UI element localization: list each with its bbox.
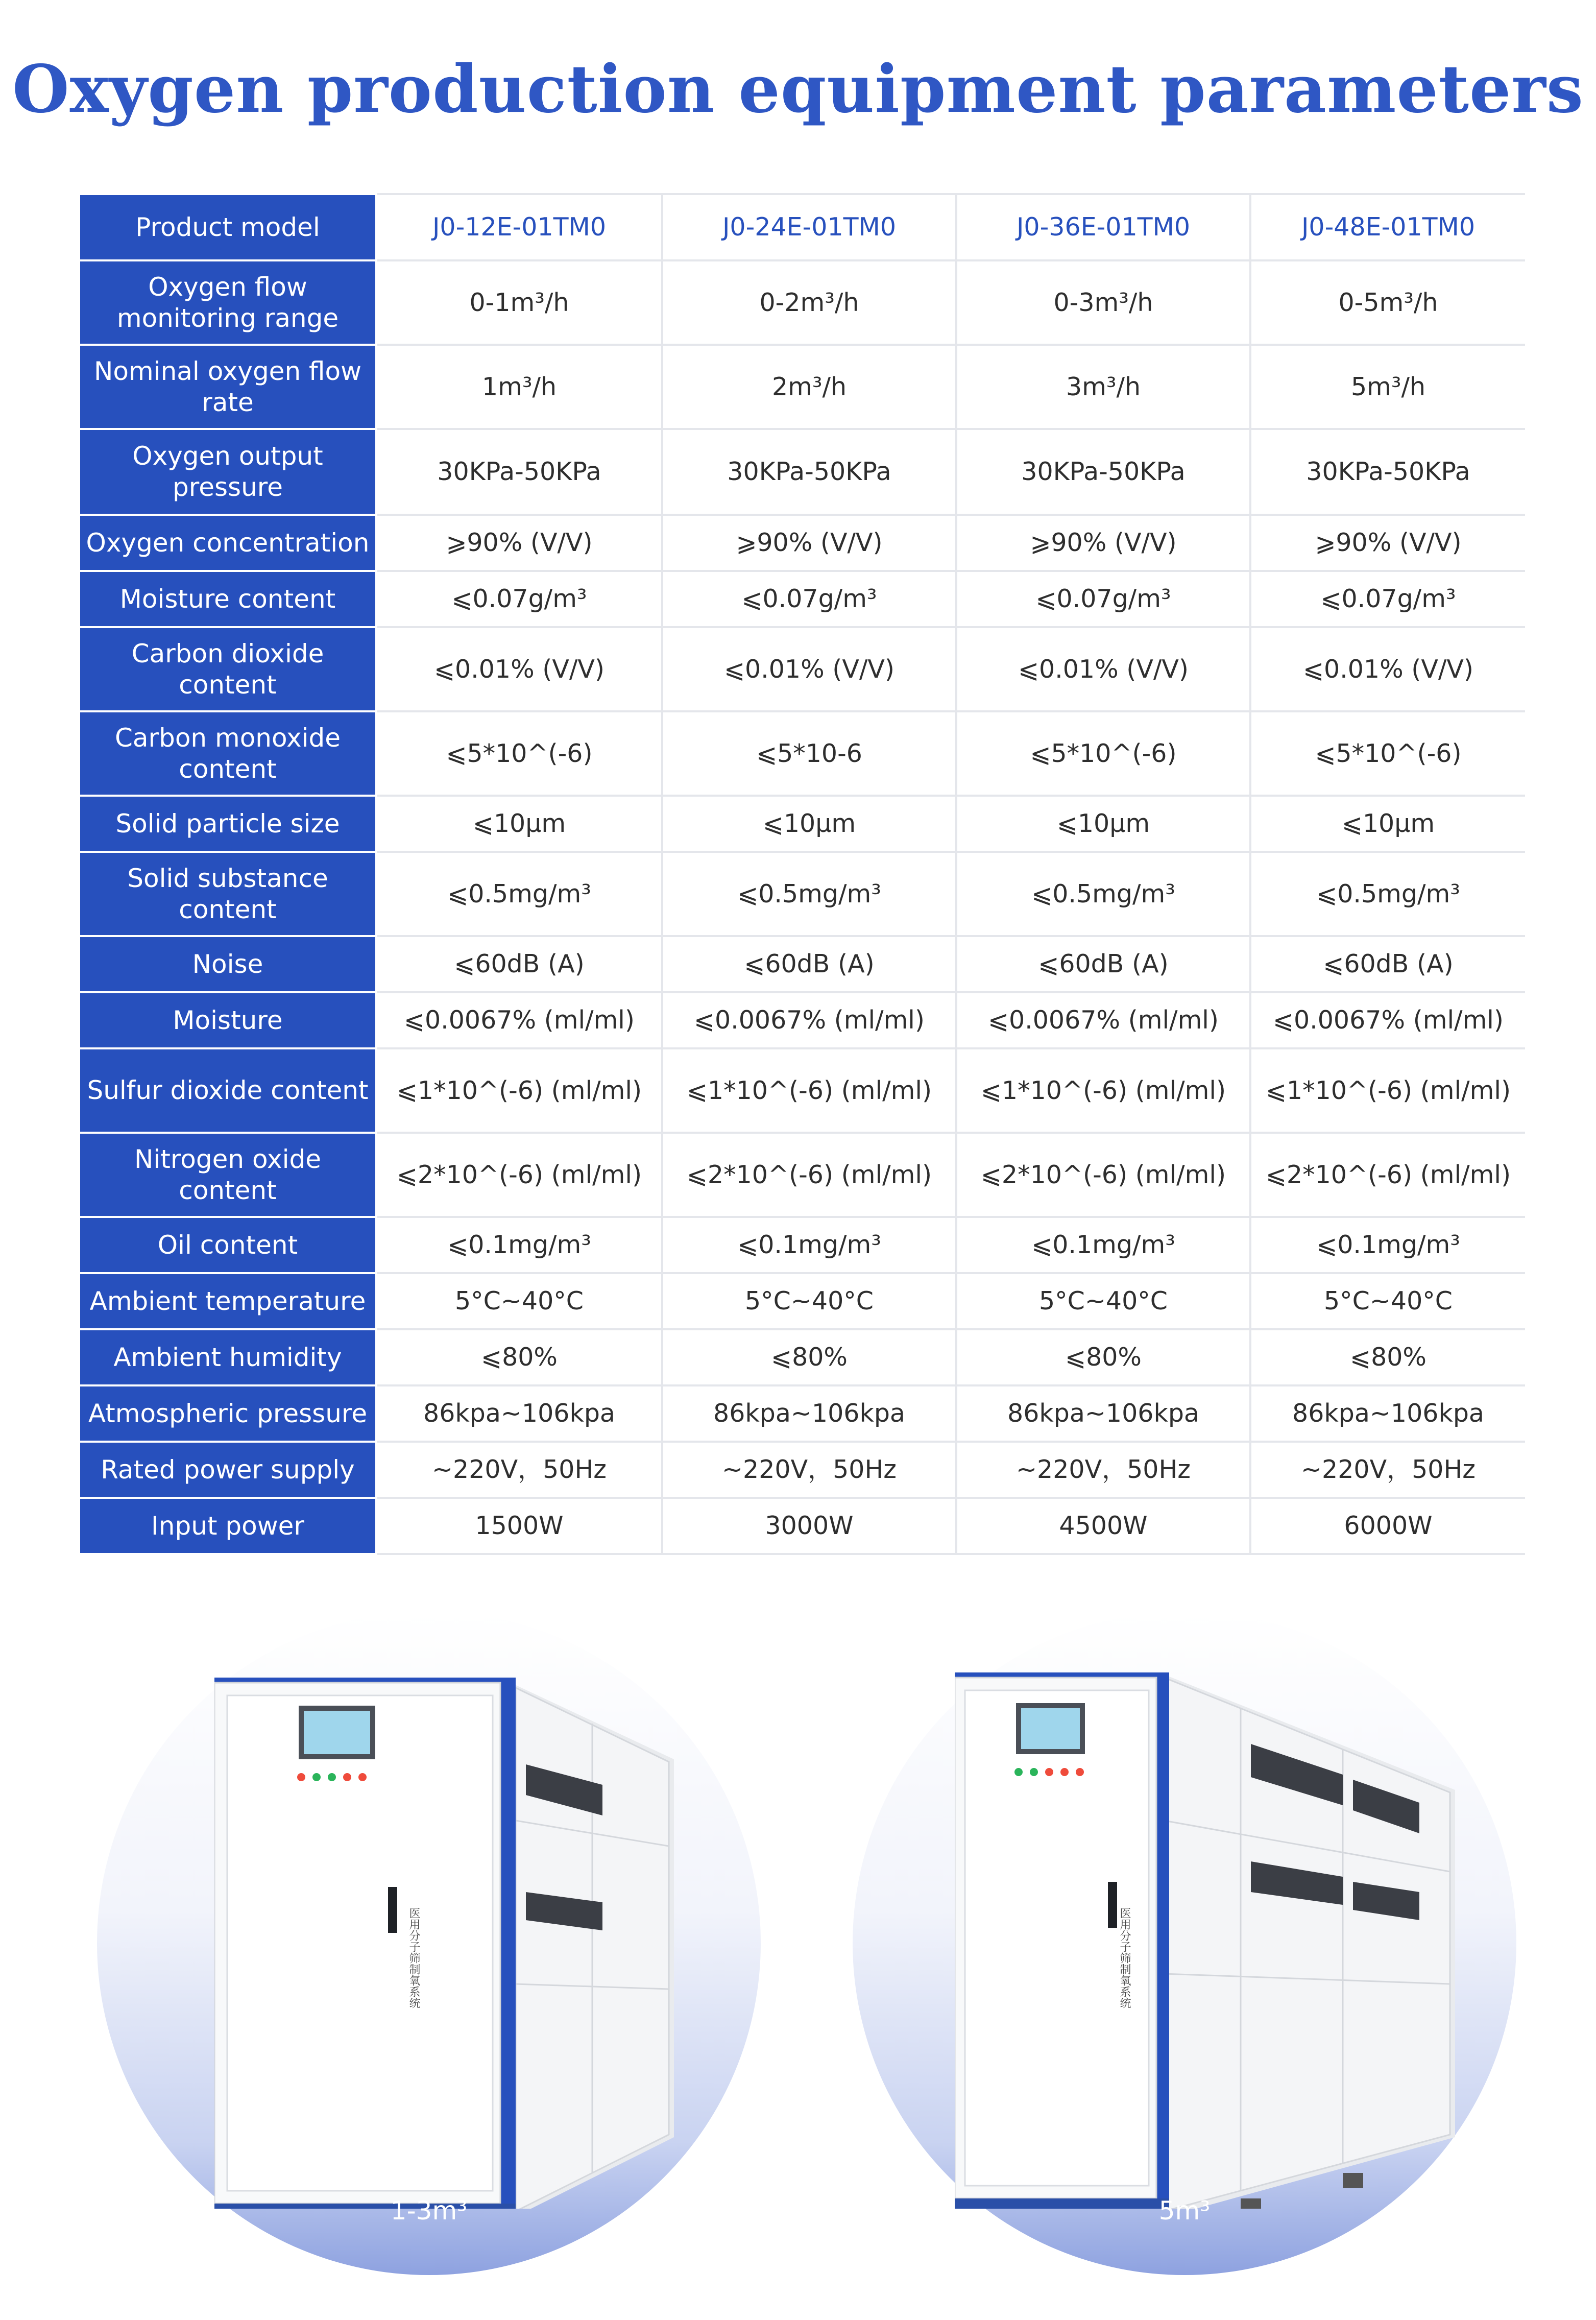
value-cell: ⩽60dB (A) (376, 936, 662, 992)
value-cell: ⩽1*10^(-6) (ml/ml) (956, 1048, 1250, 1133)
product-image-large (853, 1611, 1516, 2275)
value-cell: ⩽0.07g/m³ (662, 571, 956, 627)
value-cell: 86kpa~106kpa (662, 1385, 956, 1442)
value-cell: ⩽0.5mg/m³ (376, 852, 662, 936)
value-cell: ⩽80% (956, 1329, 1250, 1385)
page-title: Oxygen production equipment parameters (12, 51, 1584, 128)
value-cell: 0-5m³/h (1250, 260, 1525, 345)
row-label: Noise (80, 936, 376, 992)
value-cell: 30KPa-50KPa (376, 429, 662, 515)
table-row (80, 1048, 1525, 1133)
table-row (80, 429, 1525, 515)
table-row (80, 1273, 1525, 1329)
value-cell: ⩽2*10^(-6) (ml/ml) (1250, 1133, 1525, 1217)
value-cell: ⩽0.5mg/m³ (1250, 852, 1525, 936)
value-cell: 30KPa-50KPa (956, 429, 1250, 515)
spec-table (80, 193, 1525, 1555)
row-label: Moisture content (80, 571, 376, 627)
value-cell: ⩽0.1mg/m³ (376, 1217, 662, 1273)
value-cell: ⩽1*10^(-6) (ml/ml) (376, 1048, 662, 1133)
table-row (80, 1133, 1525, 1217)
row-label: Input power (80, 1498, 376, 1554)
value-cell: ⩽80% (1250, 1329, 1525, 1385)
value-cell: 0-3m³/h (956, 260, 1250, 345)
cabinet-panel-text: 医用分子筛制氧系统 (407, 1907, 420, 2008)
value-cell: 30KPa-50KPa (1250, 429, 1525, 515)
table-row (80, 796, 1525, 852)
oxygen-generator-cabinet-illustration (214, 1652, 694, 2209)
row-label: Oxygen concentration (80, 515, 376, 571)
value-cell: 5°C~40°C (376, 1273, 662, 1329)
row-label: Oxygen output pressure (80, 429, 376, 515)
value-cell: ⩽0.1mg/m³ (662, 1217, 956, 1273)
row-label: Solid particle size (80, 796, 376, 852)
value-cell: ~220V，50Hz (662, 1442, 956, 1498)
cabinet-panel-text: 医用分子筛制氧系统 (1118, 1907, 1131, 2008)
value-cell: 3m³/h (956, 345, 1250, 429)
value-cell: ⩽0.5mg/m³ (662, 852, 956, 936)
value-cell: ⩽10μm (376, 796, 662, 852)
row-label: Solid substance content (80, 852, 376, 936)
value-cell: ⩽0.1mg/m³ (956, 1217, 1250, 1273)
value-cell: ⩽0.01% (V/V) (376, 627, 662, 711)
table-row (80, 1329, 1525, 1385)
value-cell: 6000W (1250, 1498, 1525, 1554)
value-cell: ⩽5*10-6 (662, 711, 956, 796)
row-label: Atmospheric pressure (80, 1385, 376, 1442)
table-row (80, 1217, 1525, 1273)
value-cell: ⩽0.07g/m³ (1250, 571, 1525, 627)
value-cell: ⩽60dB (A) (956, 936, 1250, 992)
value-cell: ⩽80% (376, 1329, 662, 1385)
value-cell: ⩽0.0067% (ml/ml) (376, 992, 662, 1048)
row-label: Oil content (80, 1217, 376, 1273)
value-cell: ⩽60dB (A) (1250, 936, 1525, 992)
capacity-caption: 5m³ (1158, 2196, 1211, 2226)
value-cell: ⩽0.0067% (ml/ml) (662, 992, 956, 1048)
value-cell: 2m³/h (662, 345, 956, 429)
value-cell: ⩽80% (662, 1329, 956, 1385)
model-cell: J0-36E-01TM0 (956, 194, 1250, 260)
table-row (80, 936, 1525, 992)
value-cell: ~220V，50Hz (1250, 1442, 1525, 1498)
value-cell: 3000W (662, 1498, 956, 1554)
model-cell: J0-48E-01TM0 (1250, 194, 1525, 260)
value-cell: 1m³/h (376, 345, 662, 429)
value-cell: ⩽5*10^(-6) (376, 711, 662, 796)
value-cell: 5°C~40°C (956, 1273, 1250, 1329)
value-cell: ⩽0.07g/m³ (956, 571, 1250, 627)
table-row (80, 260, 1525, 345)
row-label: Sulfur dioxide content (80, 1048, 376, 1133)
value-cell: ⩽0.0067% (ml/ml) (1250, 992, 1525, 1048)
table-row (80, 515, 1525, 571)
value-cell: ⩽10μm (1250, 796, 1525, 852)
table-row (80, 992, 1525, 1048)
value-cell: 86kpa~106kpa (376, 1385, 662, 1442)
value-cell: ⩽5*10^(-6) (1250, 711, 1525, 796)
value-cell: ⩽10μm (662, 796, 956, 852)
table-row (80, 1442, 1525, 1498)
value-cell: ⩽0.01% (V/V) (956, 627, 1250, 711)
value-cell: ⩾90% (V/V) (662, 515, 956, 571)
model-cell: J0-24E-01TM0 (662, 194, 956, 260)
value-cell: ⩽2*10^(-6) (ml/ml) (662, 1133, 956, 1217)
row-label: Moisture (80, 992, 376, 1048)
value-cell: 86kpa~106kpa (956, 1385, 1250, 1442)
row-label: Nitrogen oxide content (80, 1133, 376, 1217)
value-cell: 5m³/h (1250, 345, 1525, 429)
table-row (80, 627, 1525, 711)
row-label: Product model (80, 194, 376, 260)
row-label: Oxygen flow monitoring range (80, 260, 376, 345)
oxygen-generator-cabinet-illustration (955, 1657, 1465, 2209)
value-cell: ⩽0.1mg/m³ (1250, 1217, 1525, 1273)
table-row (80, 571, 1525, 627)
table-row (80, 711, 1525, 796)
value-cell: 0-1m³/h (376, 260, 662, 345)
value-cell: ⩽0.5mg/m³ (956, 852, 1250, 936)
value-cell: 30KPa-50KPa (662, 429, 956, 515)
table-row (80, 852, 1525, 936)
value-cell: ⩾90% (V/V) (376, 515, 662, 571)
table-row (80, 345, 1525, 429)
value-cell: 4500W (956, 1498, 1250, 1554)
value-cell: ⩽0.01% (V/V) (1250, 627, 1525, 711)
value-cell: ⩽0.01% (V/V) (662, 627, 956, 711)
table-row (80, 1385, 1525, 1442)
value-cell: 1500W (376, 1498, 662, 1554)
product-image-small (97, 1611, 761, 2275)
value-cell: ⩽1*10^(-6) (ml/ml) (662, 1048, 956, 1133)
value-cell: ⩽2*10^(-6) (ml/ml) (956, 1133, 1250, 1217)
value-cell: ⩽0.07g/m³ (376, 571, 662, 627)
value-cell: ⩽0.0067% (ml/ml) (956, 992, 1250, 1048)
value-cell: ⩾90% (V/V) (956, 515, 1250, 571)
value-cell: ⩾90% (V/V) (1250, 515, 1525, 571)
value-cell: ~220V，50Hz (956, 1442, 1250, 1498)
value-cell: ⩽60dB (A) (662, 936, 956, 992)
table-row (80, 194, 1525, 260)
row-label: Ambient humidity (80, 1329, 376, 1385)
value-cell: 86kpa~106kpa (1250, 1385, 1525, 1442)
capacity-caption: 1-3m³ (390, 2196, 468, 2226)
value-cell: ⩽5*10^(-6) (956, 711, 1250, 796)
value-cell: 0-2m³/h (662, 260, 956, 345)
value-cell: ~220V，50Hz (376, 1442, 662, 1498)
value-cell: 5°C~40°C (1250, 1273, 1525, 1329)
row-label: Nominal oxygen flow rate (80, 345, 376, 429)
value-cell: 5°C~40°C (662, 1273, 956, 1329)
value-cell: ⩽10μm (956, 796, 1250, 852)
value-cell: ⩽2*10^(-6) (ml/ml) (376, 1133, 662, 1217)
row-label: Carbon monoxide content (80, 711, 376, 796)
value-cell: ⩽1*10^(-6) (ml/ml) (1250, 1048, 1525, 1133)
row-label: Carbon dioxide content (80, 627, 376, 711)
table-row (80, 1498, 1525, 1554)
row-label: Rated power supply (80, 1442, 376, 1498)
row-label: Ambient temperature (80, 1273, 376, 1329)
model-cell: J0-12E-01TM0 (376, 194, 662, 260)
